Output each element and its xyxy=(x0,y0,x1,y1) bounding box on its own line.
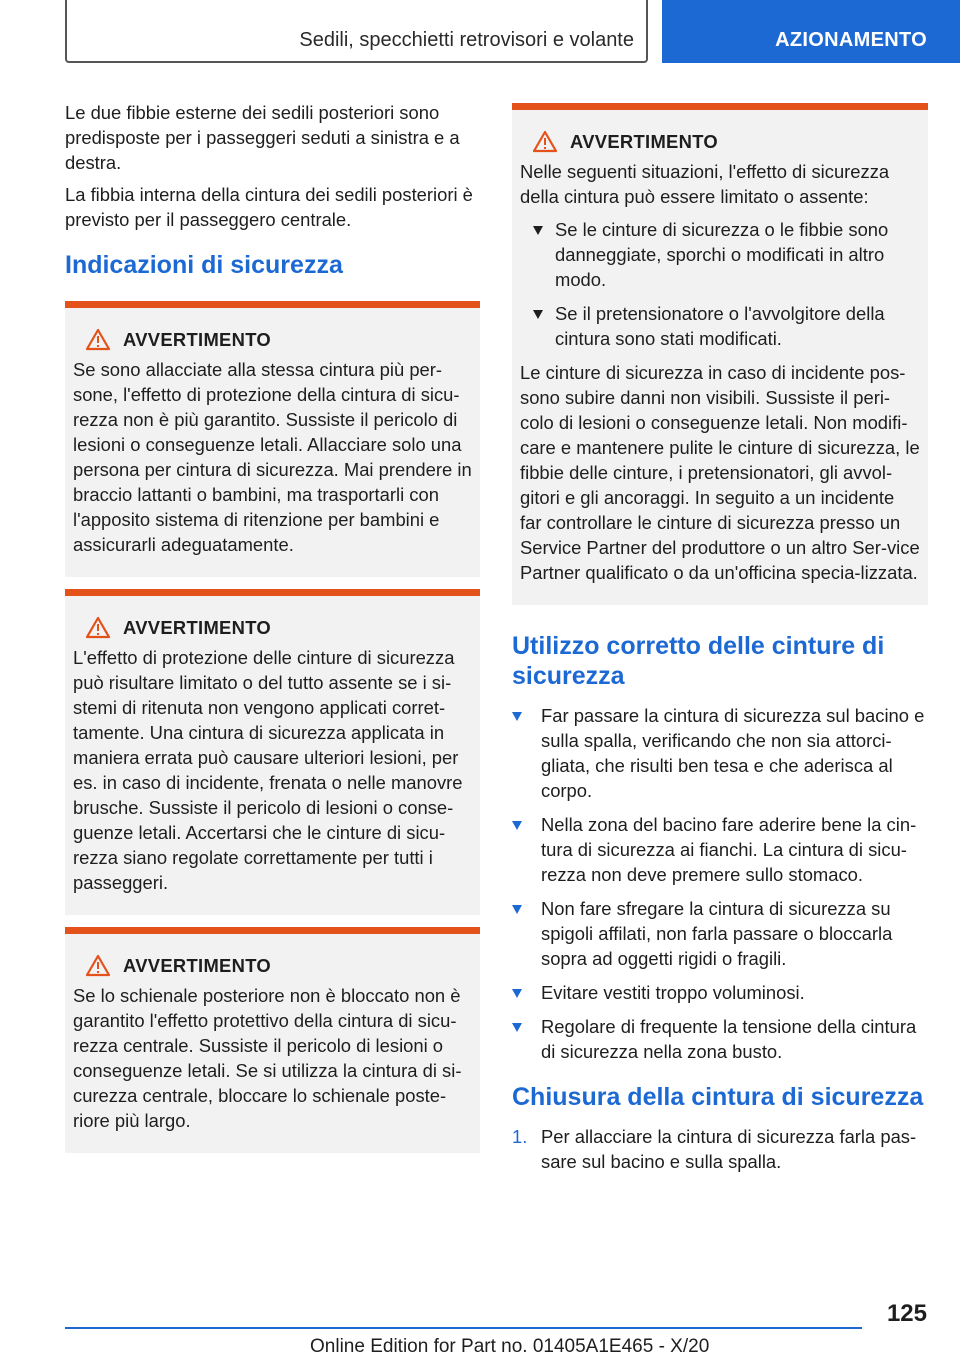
triangle-bullet-icon xyxy=(512,821,522,830)
warning-header xyxy=(73,616,472,639)
warning-icon xyxy=(85,616,111,639)
list-item-text: Far passare la cintura di sicurezza sul bacino e sulla spalla, verificando che non sia attorci-gliata, che risulti ben tesa e che aderisca al corpo. xyxy=(541,705,925,801)
list-item xyxy=(533,217,920,292)
intro-paragraph: La fibbia interna della cintura dei sedili posteriori è previsto per il passeggero centrale. xyxy=(65,184,473,230)
list-item xyxy=(512,1014,928,1064)
warning-text: Le cinture di sicurezza in caso di incidente pos-sono subire danni non visibili. Sussiste il peri-colo di lesioni o conseguenze letali. Non modifi-care e mantenere pulite le cinture di sicurezza, le fibbie delle cinture, i pretensionatori, gli avvol-gitori e gli ancoraggi. In seguito a un incidente far controllare le cinture di sicurezza presso un Service Partner del produttore o un altro Ser-vice Partner qualificato o da un'officina specia-lizzata. xyxy=(520,362,920,583)
warning-text: Se sono allacciate alla stessa cintura più per-sone, l'effetto di protezione della cintura di sicu-rezza non è più garantito. Sussiste il pericolo di lesioni o conseguenze letali. Allacciare solo una persona per cintura di sicurezza. Mai prendere in braccio lattanti o bambini, ma trasportarli con l'apposito sistema di ritenzione per bambini e assicurarli adeguatamente. xyxy=(73,359,472,555)
list-item-text: Regolare di frequente la tensione della cintura di sicurezza nella zona busto. xyxy=(541,1016,917,1062)
right-column xyxy=(512,103,928,1183)
edition-text: Online Edition for Part no. 01405A1E465 - X/20 xyxy=(310,1336,710,1357)
warning-title: AVVERTIMENTO xyxy=(123,954,272,976)
section-heading: Chiusura della cintura di sicurezza xyxy=(512,1083,924,1111)
list-item xyxy=(512,1124,928,1174)
header-chapter-tab xyxy=(662,0,960,63)
page-number: 125 xyxy=(886,1300,927,1327)
warning-header xyxy=(73,954,472,977)
warning-icon xyxy=(85,954,111,977)
warning-icon xyxy=(532,130,558,153)
list-item-text: Se le cinture di sicurezza o le fibbie sono danneggiate, sporchi o modificati in altro modo. xyxy=(555,219,889,290)
warning-title: AVVERTIMENTO xyxy=(123,328,272,350)
warning-header xyxy=(520,130,920,153)
step-number: 1. xyxy=(512,1126,528,1147)
warning-list xyxy=(533,217,920,351)
footer-divider xyxy=(65,1327,862,1329)
list-item-text: Nella zona del bacino fare aderire bene la cin-tura di sicurezza ai fianchi. La cintura di sicu-rezza non deve premere sullo stomaco. xyxy=(541,814,917,885)
list-item xyxy=(512,703,928,803)
bullet-list xyxy=(512,703,928,1064)
intro-paragraph: Le due fibbie esterne dei sedili posteriori sono predisposte per i passeggeri seduti a sinistra e a destra. xyxy=(65,102,460,173)
section-heading: Indicazioni di sicurezza xyxy=(65,251,343,279)
triangle-bullet-icon xyxy=(512,905,522,914)
triangle-bullet-icon xyxy=(533,310,543,319)
warning-box xyxy=(512,103,928,605)
triangle-bullet-icon xyxy=(533,226,543,235)
warning-box xyxy=(65,927,480,1153)
section-heading: Utilizzo corretto delle cinture di sicurezza xyxy=(512,632,885,690)
warning-text: Nelle seguenti situazioni, l'effetto di sicurezza della cintura può essere limitato o assente: xyxy=(520,161,890,207)
warning-title: AVVERTIMENTO xyxy=(123,616,272,638)
triangle-bullet-icon xyxy=(512,1023,522,1032)
list-item xyxy=(512,980,928,1005)
list-item xyxy=(512,812,928,887)
list-item xyxy=(512,896,928,971)
warning-header xyxy=(73,328,472,351)
numbered-list xyxy=(512,1124,928,1174)
warning-box xyxy=(65,589,480,915)
list-item-text: Evitare vestiti troppo voluminosi. xyxy=(541,982,805,1003)
triangle-bullet-icon xyxy=(512,989,522,998)
warning-text: Se lo schienale posteriore non è bloccato non è garantito l'effetto protettivo della cintura di sicu-rezza centrale. Sussiste il pericolo di lesioni o conseguenze letali. Se si utilizza la cintura di si-curezza centrale, bloccare lo schienale poste-riore più largo. xyxy=(73,985,462,1131)
warning-text: L'effetto di protezione delle cinture di sicurezza può risultare limitato o del tutto assente se i si-stemi di ritenuta non vengono applicati corret-tamente. Una cintura di sicurezza applicata in maniera errata può causare ulteriori lesioni, per es. in caso di incidente, frenata o nelle manovre brusche. Sussiste il pericolo di lesioni o conse-guenze letali. Accertarsi che le cinture di sicu-rezza siano regolate correttamente per tutti i passeggeri. xyxy=(73,647,463,893)
warning-icon xyxy=(85,328,111,351)
triangle-bullet-icon xyxy=(512,712,522,721)
left-column xyxy=(65,100,480,1153)
warning-title: AVVERTIMENTO xyxy=(570,130,719,152)
header-section-title: Sedili, specchietti retrovisori e volante xyxy=(299,29,634,51)
header-section-tab xyxy=(65,0,648,63)
list-item-text: Non fare sfregare la cintura di sicurezza su spigoli affilati, non farla passare o bloccarla sopra ad oggetti rigidi o fragili. xyxy=(541,898,893,969)
header-chapter-title: AZIONAMENTO xyxy=(775,29,927,51)
warning-box xyxy=(65,301,480,577)
list-item-text: Per allacciare la cintura di sicurezza farla pas-sare sul bacino e sulla spalla. xyxy=(541,1126,917,1172)
list-item-text: Se il pretensionatore o l'avvolgitore della cintura sono stati modificati. xyxy=(555,303,885,349)
list-item xyxy=(533,301,920,351)
